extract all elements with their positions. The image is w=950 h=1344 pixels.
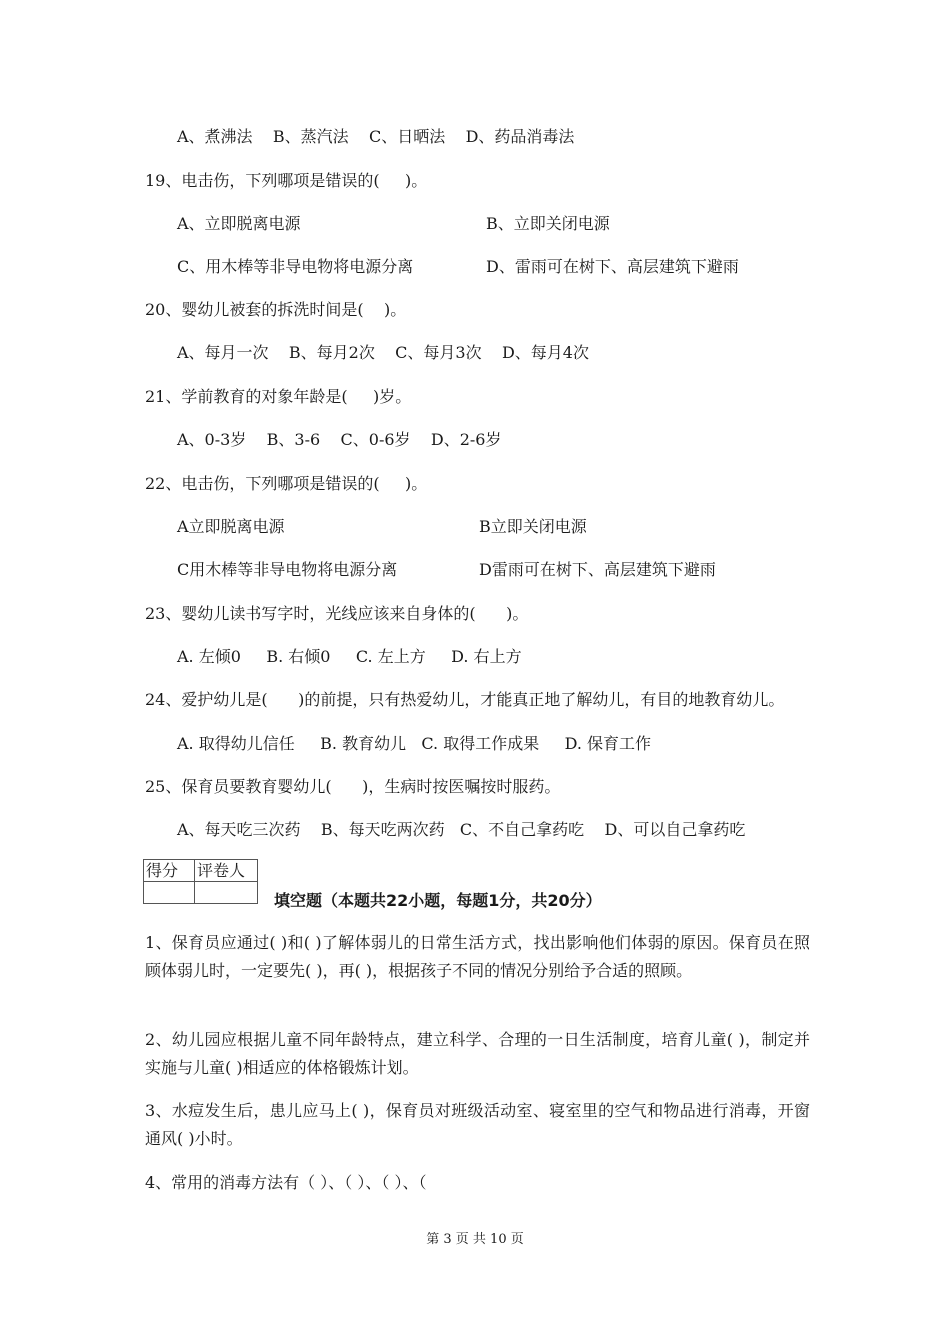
q19-option-a: A、立即脱离电源 (177, 214, 301, 233)
q20-stem: 20、婴幼儿被套的拆洗时间是( )。 (145, 300, 407, 319)
fill-question-4: 4、常用的消毒方法有（ ）、（ ）、（ ）、（ (145, 1173, 427, 1192)
q19-stem: 19、电击伤，下列哪项是错误的( )。 (145, 171, 428, 190)
score-box (143, 859, 258, 904)
q23-options: A. 左倾0 B. 右倾0 C. 左上方 D. 右上方 (177, 647, 522, 666)
q25-options: A、每天吃三次药 B、每天吃两次药 C、不自己拿药吃 D、可以自己拿药吃 (177, 820, 746, 839)
grader-cell (195, 882, 258, 904)
q21-options: A、0-3岁 B、3-6 C、0-6岁 D、2-6岁 (177, 430, 502, 449)
q21-stem: 21、学前教育的对象年龄是( )岁。 (145, 387, 412, 406)
section-title: 填空题（本题共22小题，每题1分，共20分） (274, 891, 602, 910)
page-footer: 第 3 页 共 10 页 (426, 1232, 524, 1247)
q22-option-b: B立即关闭电源 (479, 517, 587, 536)
q20-options: A、每月一次 B、每月2次 C、每月3次 D、每月4次 (177, 343, 589, 362)
q24-stem: 24、爱护幼儿是( )的前提，只有热爱幼儿，才能真正地了解幼儿，有目的地教育幼儿。 (145, 690, 785, 709)
q25-stem: 25、保育员要教育婴幼儿( )，生病时按医嘱按时服药。 (145, 777, 561, 796)
q22-option-a: A立即脱离电源 (177, 517, 285, 536)
q19-option-d: D、雷雨可在树下、高层建筑下避雨 (486, 257, 739, 276)
fill-question-1: 1、保育员应通过( )和( )了解体弱儿的日常生活方式，找出影响他们体弱的原因。保育员在照顾体弱儿时，一定要先( )，再( )，根据孩子不同的情况分别给予合适的照顾。 (145, 933, 810, 980)
fill-question-2: 2、幼儿园应根据儿童不同年龄特点，建立科学、合理的一日生活制度，培育儿童( )，制定并实施与儿童( )相适应的体格锻炼计划。 (145, 1030, 810, 1077)
q18-options: A、煮沸法 B、蒸汽法 C、日晒法 D、药品消毒法 (177, 127, 575, 146)
q23-stem: 23、婴幼儿读书写字时，光线应该来自身体的( )。 (145, 604, 529, 623)
q24-options: A. 取得幼儿信任 B. 教育幼儿 C. 取得工作成果 D. 保育工作 (177, 734, 652, 753)
q22-stem: 22、电击伤，下列哪项是错误的( )。 (145, 474, 428, 493)
q19-option-b: B、立即关闭电源 (486, 214, 610, 233)
score-cell (144, 882, 195, 904)
fill-question-3: 3、水痘发生后，患儿应马上( )，保育员对班级活动室、寝室里的空气和物品进行消毒，开窗通风( )小时。 (145, 1101, 810, 1148)
score-label: 得分 (144, 860, 195, 882)
q22-option-d: D雷雨可在树下、高层建筑下避雨 (479, 560, 716, 579)
q19-option-c: C、用木棒等非导电物将电源分离 (177, 257, 414, 276)
grader-label: 评卷人 (195, 860, 258, 882)
q22-option-c: C用木棒等非导电物将电源分离 (177, 560, 398, 579)
